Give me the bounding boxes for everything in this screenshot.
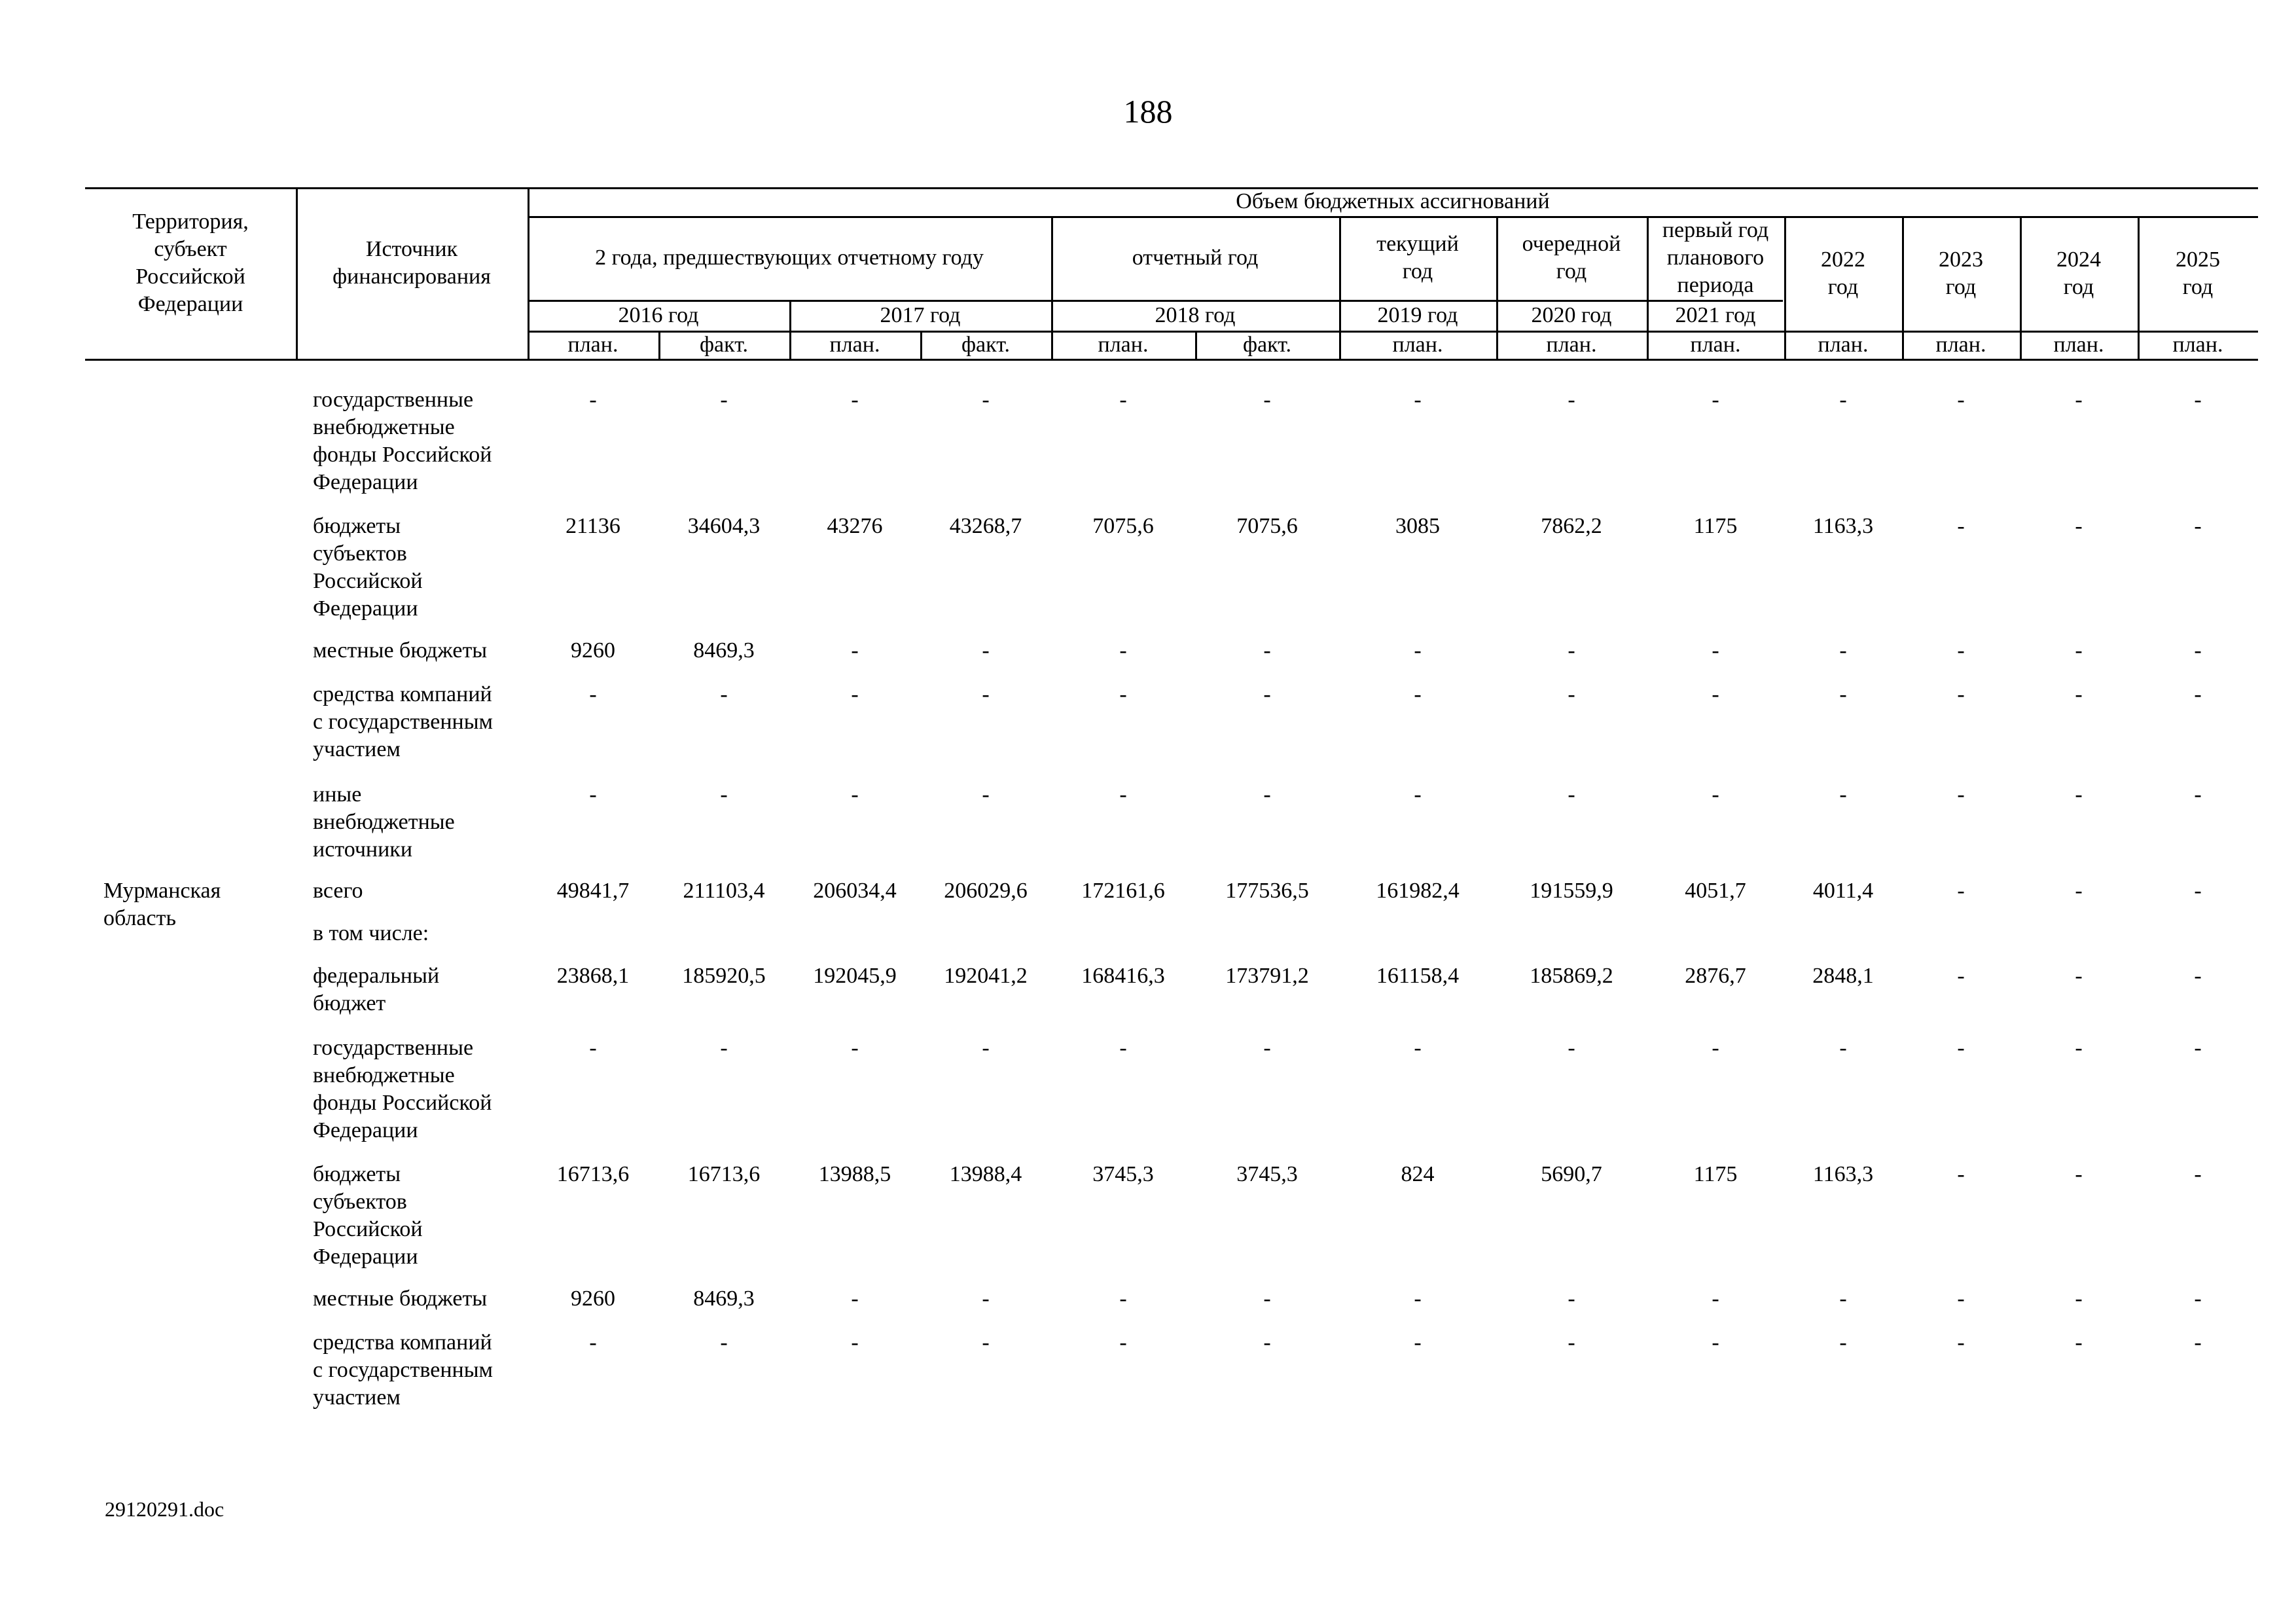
value-cell: - (1712, 782, 1719, 807)
value-cell: - (982, 1286, 990, 1311)
value-cell: - (1839, 388, 1847, 412)
header-next-year: очередной год (1522, 232, 1621, 283)
value-cell: - (1119, 638, 1127, 663)
value-cell: 3745,3 (1092, 1162, 1154, 1186)
value-cell: 9260 (571, 1286, 615, 1311)
value-cell: 21136 (565, 514, 620, 538)
value-cell: - (1414, 782, 1422, 807)
source-cell: местные бюджеты (313, 638, 488, 663)
header-year-2016: 2016 год (618, 302, 699, 327)
value-cell: 2876,7 (1685, 964, 1746, 988)
value-cell: 168416,3 (1081, 964, 1165, 988)
value-cell: - (1712, 638, 1719, 663)
value-cell: 13988,4 (949, 1162, 1022, 1186)
value-cell: - (982, 638, 990, 663)
value-cell: - (1957, 388, 1965, 412)
value-cell: - (851, 682, 859, 706)
header-vrule (1784, 216, 1786, 359)
header-year-2025: 2025 год (2176, 247, 2220, 299)
value-cell: - (1839, 682, 1847, 706)
value-cell: - (851, 388, 859, 412)
value-cell: - (851, 1286, 859, 1311)
value-cell: - (1414, 1286, 1422, 1311)
value-cell: 161158,4 (1376, 964, 1460, 988)
value-cell: - (1839, 1330, 1847, 1355)
value-cell: - (851, 782, 859, 807)
footer-filename: 29120291.doc (105, 1497, 224, 1521)
value-cell: - (1957, 638, 1965, 663)
value-cell: - (589, 1330, 597, 1355)
value-cell: - (2194, 1330, 2202, 1355)
value-cell: 206029,6 (944, 879, 1028, 903)
header-rule-period (528, 300, 1783, 302)
header-report-year: отчетный год (1132, 246, 1259, 270)
value-cell: - (2075, 1330, 2083, 1355)
value-cell: - (1568, 638, 1575, 663)
value-cell: - (851, 1036, 859, 1060)
value-cell: - (2194, 782, 2202, 807)
value-cell: - (982, 782, 990, 807)
value-cell: 9260 (571, 638, 615, 663)
value-cell: - (2194, 1286, 2202, 1311)
value-cell: - (1414, 1036, 1422, 1060)
header-budget-volume: Объем бюджетных ассигнований (1236, 189, 1550, 213)
value-cell: - (1119, 1036, 1127, 1060)
header-bottom-rule (85, 359, 2258, 361)
header-year-2024: 2024 год (2056, 247, 2101, 299)
source-cell: иные внебюджетные источники (313, 782, 455, 862)
value-cell: 3085 (1395, 514, 1440, 538)
value-cell: - (1568, 1036, 1575, 1060)
value-cell: 1175 (1693, 1162, 1738, 1186)
value-cell: - (1957, 879, 1965, 903)
header-vrule (1195, 331, 1197, 359)
value-cell: - (1119, 1330, 1127, 1355)
header-plan: план. (1818, 332, 1869, 357)
value-cell: - (720, 388, 728, 412)
value-cell: 192045,9 (813, 964, 897, 988)
value-cell: 4011,4 (1812, 879, 1874, 903)
value-cell: - (2075, 964, 2083, 988)
value-cell: - (1568, 682, 1575, 706)
value-cell: 824 (1401, 1162, 1435, 1186)
value-cell: - (1839, 1036, 1847, 1060)
value-cell: - (2194, 638, 2202, 663)
source-cell: средства компаний с государственным участием (313, 682, 493, 761)
header-year-2023: 2023 год (1939, 247, 1983, 299)
source-cell: в том числе: (313, 921, 429, 945)
value-cell: - (2075, 1286, 2083, 1311)
header-fact: факт. (700, 332, 748, 357)
header-plan: план. (2053, 332, 2104, 357)
value-cell: 8469,3 (693, 638, 755, 663)
value-cell: - (1263, 638, 1271, 663)
header-vrule (1496, 216, 1498, 359)
header-vrule (658, 331, 660, 359)
value-cell: 23868,1 (556, 964, 630, 988)
value-cell: - (1712, 682, 1719, 706)
value-cell: - (1119, 782, 1127, 807)
header-vrule (1902, 216, 1904, 359)
header-fact: факт. (961, 332, 1010, 357)
header-plan: план. (2172, 332, 2223, 357)
value-cell: 185920,5 (682, 964, 766, 988)
value-cell: - (1263, 388, 1271, 412)
value-cell: - (2075, 682, 2083, 706)
value-cell: - (1957, 1330, 1965, 1355)
value-cell: - (1263, 782, 1271, 807)
source-cell: государственные внебюджетные фонды Российской Федерации (313, 1036, 492, 1142)
header-plan: план. (1546, 332, 1597, 357)
header-plan: план. (1392, 332, 1443, 357)
value-cell: - (1712, 1286, 1719, 1311)
value-cell: - (982, 1036, 990, 1060)
header-year-2017: 2017 год (880, 302, 961, 327)
value-cell: - (2194, 1162, 2202, 1186)
value-cell: - (589, 388, 597, 412)
page-number: 188 (1123, 93, 1173, 130)
value-cell: - (1119, 1286, 1127, 1311)
value-cell: - (589, 682, 597, 706)
value-cell: - (982, 388, 990, 412)
source-cell: местные бюджеты (313, 1286, 488, 1311)
value-cell: - (1263, 1286, 1271, 1311)
value-cell: - (1414, 682, 1422, 706)
header-year-2022: 2022 год (1821, 247, 1865, 299)
value-cell: 2848,1 (1812, 964, 1874, 988)
value-cell: 8469,3 (693, 1286, 755, 1311)
value-cell: - (851, 1330, 859, 1355)
header-two-years-before: 2 года, предшествующих отчетному году (595, 246, 984, 270)
header-territory: Территория, субъект Российской Федерации (132, 210, 249, 316)
header-plan: план. (1098, 332, 1149, 357)
value-cell: - (1957, 782, 1965, 807)
value-cell: - (2075, 388, 2083, 412)
value-cell: 4051,7 (1685, 879, 1746, 903)
value-cell: - (1568, 782, 1575, 807)
value-cell: - (2194, 682, 2202, 706)
value-cell: - (1957, 1162, 1965, 1186)
source-cell: бюджеты субъектов Российской Федерации (313, 1162, 423, 1269)
value-cell: - (1568, 388, 1575, 412)
header-first-plan-year: первый год планового периода (1662, 218, 1769, 297)
header-year-2020: 2020 год (1531, 302, 1612, 327)
value-cell: - (589, 1036, 597, 1060)
value-cell: - (1712, 1330, 1719, 1355)
source-cell: всего (313, 879, 363, 903)
value-cell: 49841,7 (556, 879, 630, 903)
value-cell: 13988,5 (818, 1162, 891, 1186)
value-cell: - (1712, 1036, 1719, 1060)
value-cell: - (2075, 514, 2083, 538)
value-cell: - (982, 682, 990, 706)
header-vrule (920, 331, 922, 359)
value-cell: - (2194, 514, 2202, 538)
value-cell: - (1119, 388, 1127, 412)
source-cell: средства компаний с государственным участием (313, 1330, 493, 1410)
value-cell: - (1568, 1330, 1575, 1355)
header-year-2021: 2021 год (1675, 302, 1756, 327)
header-vrule (528, 187, 529, 359)
value-cell: - (720, 682, 728, 706)
value-cell: - (1263, 682, 1271, 706)
header-source: Источник финансирования (332, 237, 491, 289)
value-cell: - (589, 782, 597, 807)
header-year-2019: 2019 год (1377, 302, 1458, 327)
value-cell: 206034,4 (813, 879, 897, 903)
value-cell: - (2194, 388, 2202, 412)
value-cell: - (2075, 638, 2083, 663)
header-plan: план. (829, 332, 880, 357)
header-top-rule (85, 187, 2258, 189)
source-cell: бюджеты субъектов Российской Федерации (313, 514, 423, 621)
value-cell: - (1263, 1330, 1271, 1355)
value-cell: - (720, 1036, 728, 1060)
value-cell: 34604,3 (687, 514, 761, 538)
value-cell: 191559,9 (1530, 879, 1613, 903)
value-cell: - (720, 1330, 728, 1355)
value-cell: 161982,4 (1376, 879, 1460, 903)
value-cell: - (2075, 1036, 2083, 1060)
header-vrule (2138, 216, 2140, 359)
header-vrule (296, 187, 298, 359)
value-cell: - (2075, 879, 2083, 903)
header-vrule (1647, 216, 1649, 359)
value-cell: 43268,7 (949, 514, 1022, 538)
header-vrule (1051, 216, 1053, 359)
value-cell: 43276 (827, 514, 883, 538)
value-cell: 211103,4 (683, 879, 765, 903)
territory-cell: Мурманская область (103, 879, 221, 930)
value-cell: - (1957, 514, 1965, 538)
value-cell: - (1263, 1036, 1271, 1060)
value-cell: - (982, 1330, 990, 1355)
header-vrule (2020, 216, 2022, 359)
header-plan: план. (1690, 332, 1741, 357)
value-cell: 3745,3 (1236, 1162, 1298, 1186)
source-cell: государственные внебюджетные фонды Российской Федерации (313, 388, 492, 494)
value-cell: 1175 (1693, 514, 1738, 538)
value-cell: 1163,3 (1812, 1162, 1874, 1186)
header-vrule (789, 300, 791, 359)
value-cell: - (1957, 1036, 1965, 1060)
header-fact: факт. (1243, 332, 1291, 357)
header-vrule (1339, 216, 1341, 359)
value-cell: - (1839, 638, 1847, 663)
value-cell: - (1839, 1286, 1847, 1311)
value-cell: - (851, 638, 859, 663)
value-cell: 192041,2 (944, 964, 1028, 988)
value-cell: 16713,6 (687, 1162, 761, 1186)
value-cell: 7862,2 (1541, 514, 1602, 538)
header-plan: план. (1935, 332, 1986, 357)
value-cell: - (1568, 1286, 1575, 1311)
value-cell: 5690,7 (1541, 1162, 1602, 1186)
value-cell: - (2075, 1162, 2083, 1186)
value-cell: 1163,3 (1812, 514, 1874, 538)
value-cell: 172161,6 (1081, 879, 1165, 903)
value-cell: - (1712, 388, 1719, 412)
value-cell: - (2075, 782, 2083, 807)
value-cell: - (2194, 964, 2202, 988)
value-cell: - (1414, 388, 1422, 412)
header-year-2018: 2018 год (1155, 302, 1236, 327)
value-cell: - (1119, 682, 1127, 706)
value-cell: 177536,5 (1225, 879, 1309, 903)
value-cell: 7075,6 (1236, 514, 1298, 538)
source-cell: федеральный бюджет (313, 964, 440, 1015)
header-rule-years (528, 331, 2258, 333)
value-cell: - (1957, 1286, 1965, 1311)
value-cell: 7075,6 (1092, 514, 1154, 538)
header-current-year: текущий год (1376, 232, 1459, 283)
value-cell: - (1414, 1330, 1422, 1355)
header-rule-volume (528, 216, 2258, 218)
header-plan: план. (567, 332, 619, 357)
value-cell: - (2194, 879, 2202, 903)
value-cell: - (2194, 1036, 2202, 1060)
value-cell: 16713,6 (556, 1162, 630, 1186)
value-cell: 173791,2 (1225, 964, 1309, 988)
value-cell: - (1839, 782, 1847, 807)
value-cell: - (1957, 964, 1965, 988)
value-cell: - (1957, 682, 1965, 706)
value-cell: 185869,2 (1530, 964, 1613, 988)
value-cell: - (1414, 638, 1422, 663)
value-cell: - (720, 782, 728, 807)
